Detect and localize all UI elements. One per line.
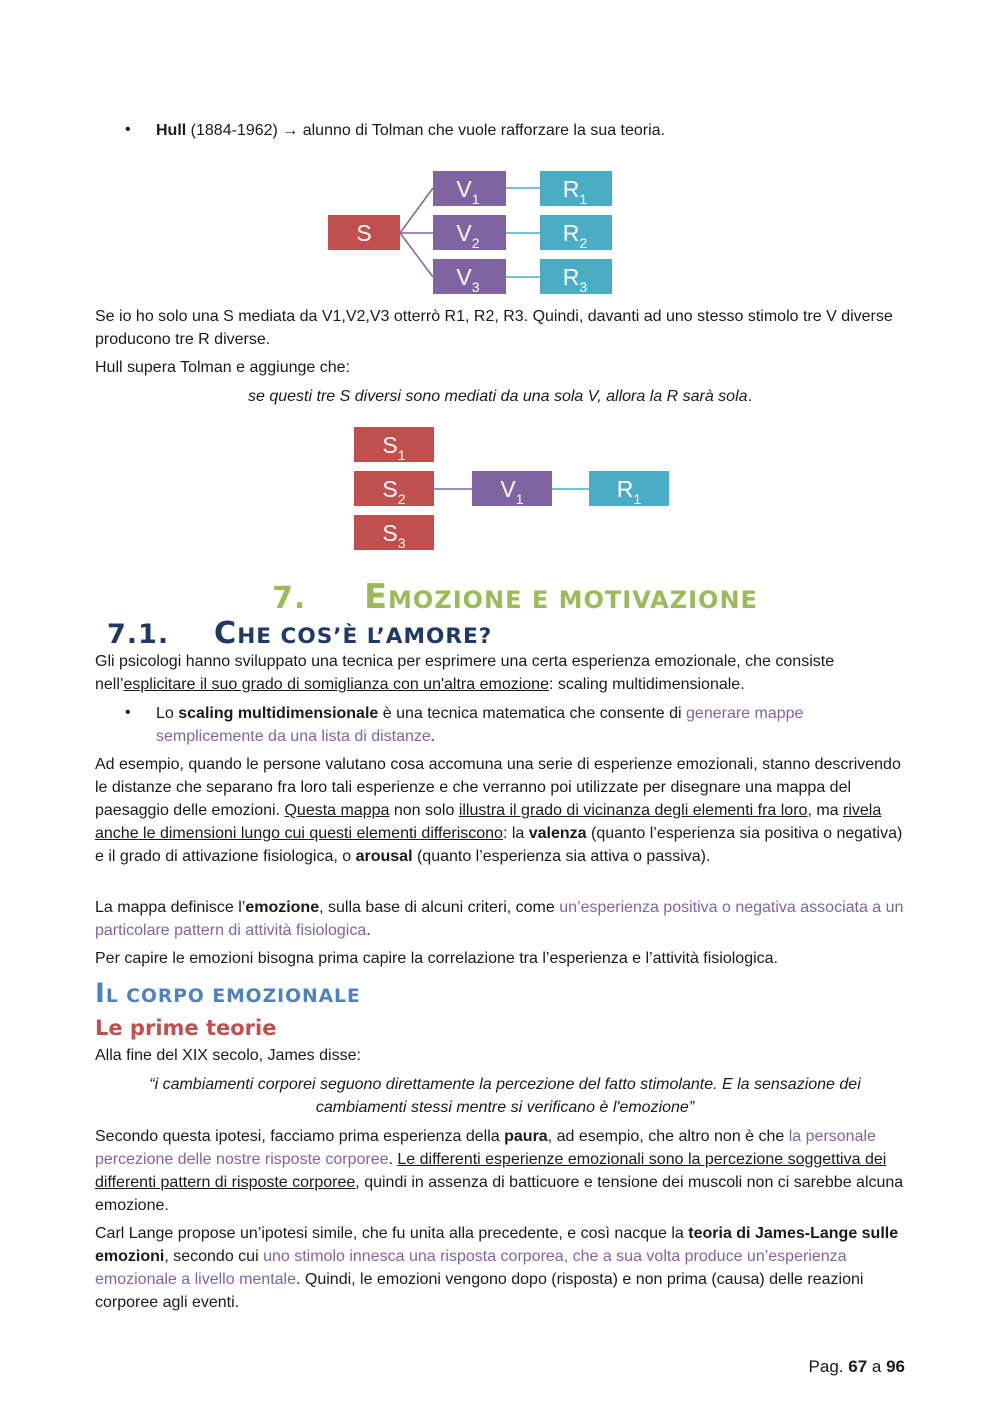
quote-hull: se questi tre S diversi sono mediati da una sola V, allora la R sarà sola. bbox=[248, 388, 752, 405]
label-v1: $V_1$ bbox=[456, 176, 480, 207]
label-v2: $V_2$ bbox=[456, 220, 480, 251]
label-v3: $V_3$ bbox=[456, 264, 480, 295]
hull-description: (1884-1962) → alunno di Tolman che vuole rafforzare la sua teoria. bbox=[186, 122, 666, 139]
heading-chapter-7: 7. EMOZIONE E MOTIVAZIONE bbox=[272, 577, 758, 616]
quote-james: “i cambiamenti corporei seguono direttamente la percezione del fatto stimolante. E la sensazione dei cambiamenti stessi mentre si verificano è l'emozione” bbox=[149, 1076, 861, 1116]
bullet-scaling: Lo scaling multidimensionale è una tecnica matematica che consente di generare mappe semplicemente da una lista di distanze. bbox=[156, 705, 804, 745]
hull-name: Hull bbox=[156, 122, 187, 139]
paragraph-scaling-intro: Gli psicologi hanno sviluppato una tecnica per esprimere una certa esperienza emozionale, che consiste nell’esplicitare il suo grado di somiglianza con un'altra emozione: scaling multidimensionale. bbox=[95, 653, 835, 693]
paragraph-james: Alla fine del XIX secolo, James disse: bbox=[95, 1047, 361, 1064]
label-s1: $S_1$ bbox=[382, 432, 406, 463]
paragraph-hull-supera: Hull supera Tolman e aggiunge che: bbox=[95, 359, 350, 376]
paragraph-hull-mediation: Se io ho solo una S mediata da V1,V2,V3 otterrò R1, R2, R3. Quindi, davanti ad uno stesso stimolo tre V diverse producono tre R diverse. bbox=[95, 308, 893, 348]
label-r1: $R_1$ bbox=[616, 476, 642, 507]
bullet-marker: • bbox=[125, 704, 131, 721]
bullet-marker: • bbox=[125, 121, 131, 138]
label-s2: $S_2$ bbox=[382, 476, 406, 507]
label-s: S bbox=[356, 220, 372, 246]
paragraph-understand-emotions: Per capire le emozioni bisogna prima capire la correlazione tra l’esperienza e l’attività fisiologica. bbox=[95, 950, 778, 967]
heading-prime-teorie: Le prime teorie bbox=[95, 1016, 277, 1040]
paragraph-james-lange: Carl Lange propose un’ipotesi simile, che fu unita alla precedente, e così nacque la teoria di James-Lange sulle emozioni, secondo cui uno stimolo innesca una risposta corporea, che a sua volta produce un’esperienza emozionale a livello mentale. Quindi, le emozioni vengono dopo (risposta) e non prima (causa) delle reazioni corporee agli eventi. bbox=[95, 1225, 899, 1311]
page-number: Pag. 67 a 96 bbox=[808, 1357, 905, 1376]
diagram-s-v-r-converging bbox=[0, 0, 1000, 600]
heading-corpo-emozionale: IL CORPO EMOZIONALE bbox=[95, 978, 361, 1009]
label-r3: $R_3$ bbox=[562, 264, 588, 295]
paragraph-map-example: Ad esempio, quando le persone valutano cosa accomuna una serie di esperienze emozionali, stanno descrivendo le distanze che separano fra loro tali esperienze e che verranno poi utilizzate per disegnare una mappa del paesaggio delle emozioni. Questa mappa non solo illustra il grado di vicinanza degli elementi fra loro, ma rivela anche le dimensioni lungo cui questi elementi differiscono: la valenza (quanto l’esperienza sia positiva o negativa) e il grado di attivazione fisiologica, o arousal (quanto l’esperienza sia attiva o passiva). bbox=[95, 756, 903, 865]
label-v1: $V_1$ bbox=[500, 476, 524, 507]
label-r2: $R_2$ bbox=[562, 220, 588, 251]
paragraph-emotion-definition: La mappa definisce l’emozione, sulla base di alcuni criteri, come un’esperienza positiva o negativa associata a un particolare pattern di attività fisiologica. bbox=[95, 899, 904, 939]
label-r1: $R_1$ bbox=[562, 176, 588, 207]
label-s3: $S_3$ bbox=[382, 520, 406, 551]
heading-section-7-1: 7.1. CHE COS’È L’AMORE? bbox=[107, 616, 493, 651]
paragraph-hypothesis: Secondo questa ipotesi, facciamo prima esperienza della paura, ad esempio, che altro non è che la personale percezione delle nostre risposte corporee. Le differenti esperienze emozionali sono la percezione soggettiva dei differenti pattern di risposte corporee, quindi in assenza di batticuore e tensione dei muscoli non ci sarebbe alcuna emozione. bbox=[95, 1128, 904, 1214]
